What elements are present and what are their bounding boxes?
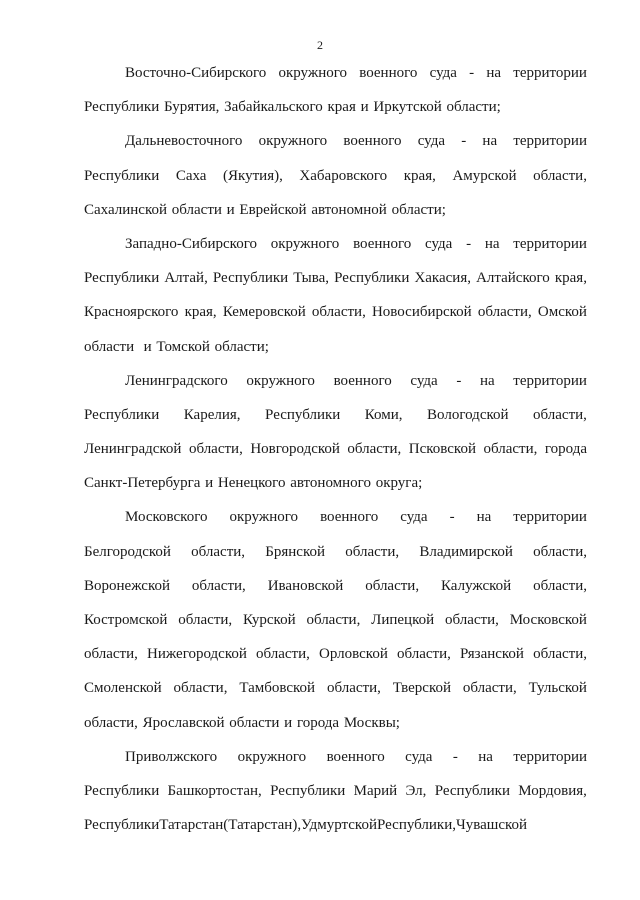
- word: Нижегородской: [147, 646, 247, 663]
- text-line: [84, 671, 587, 705]
- document-body: [84, 56, 587, 842]
- word: области,: [347, 441, 402, 458]
- word: Курской: [243, 612, 296, 628]
- text-line: [84, 466, 587, 500]
- word: Владимирской: [419, 543, 513, 560]
- word: суда: [400, 509, 428, 526]
- word: Тамбовской: [239, 680, 316, 697]
- word: области,: [444, 612, 499, 628]
- page-number: 2: [317, 38, 323, 52]
- word: города: [544, 441, 587, 458]
- word: области,: [84, 646, 138, 663]
- word: области,: [533, 543, 587, 560]
- word: окружного: [258, 133, 328, 150]
- paragraph: [84, 227, 587, 364]
- text-line: [125, 500, 587, 534]
- text-line: [84, 569, 587, 603]
- word: территории: [513, 509, 587, 526]
- word: Красноярского: [84, 304, 179, 321]
- word: Ленинградской: [84, 441, 182, 458]
- word: Республики Бурятия, Забайкальского края и Иркутской области;: [84, 99, 501, 116]
- word: области,: [345, 543, 400, 560]
- word: Дальневосточного: [125, 133, 243, 150]
- text-line: [125, 56, 587, 90]
- word: Тверской: [392, 680, 451, 697]
- word: Хабаровского: [299, 167, 388, 184]
- word: Башкортостан,: [167, 782, 262, 799]
- word: суда: [424, 235, 453, 252]
- word: Санкт-Петербурга и Ненецкого автономного округа;: [84, 475, 423, 492]
- word: Сахалинской области и Еврейской автономной области;: [84, 201, 446, 218]
- word: на: [486, 65, 502, 81]
- text-line: [84, 261, 587, 295]
- word: области,: [462, 680, 517, 697]
- word: -: [466, 235, 472, 252]
- word: Чувашской: [455, 817, 528, 834]
- text-line: [125, 124, 587, 158]
- word: края,: [554, 270, 587, 287]
- word: -: [449, 509, 455, 526]
- text-line: [84, 432, 587, 466]
- word: области,: [326, 680, 381, 697]
- word: Республики: [265, 406, 341, 423]
- word: военного: [333, 372, 392, 389]
- text-line: [84, 193, 587, 227]
- word: Орловской: [319, 646, 388, 663]
- word: области,: [191, 543, 246, 560]
- word: области,: [533, 406, 587, 423]
- word: суда: [429, 65, 457, 81]
- word: Липецкой: [371, 612, 435, 628]
- word: Саха: [175, 167, 207, 184]
- word: Западно-Сибирского: [125, 235, 257, 252]
- text-line: [84, 706, 587, 740]
- word: области,: [311, 304, 366, 321]
- word: территории: [513, 235, 587, 252]
- word: территории: [513, 133, 587, 150]
- word: суда: [410, 372, 438, 389]
- word: Коми,: [364, 406, 403, 423]
- word: (Татарстан),: [223, 817, 302, 834]
- text-line: [84, 603, 587, 637]
- word: территории: [513, 372, 587, 389]
- word: Республики: [84, 406, 160, 423]
- word: Новосибирской: [371, 304, 472, 321]
- word: области,: [483, 441, 538, 458]
- word: области и Томской области;: [84, 338, 269, 355]
- word: Новгородской: [250, 441, 340, 458]
- word: края,: [184, 304, 217, 321]
- text-line: [84, 808, 587, 842]
- word: на: [479, 372, 495, 389]
- text-line: [125, 227, 587, 261]
- word: Эл,: [405, 782, 427, 799]
- word: -: [461, 133, 467, 150]
- word: области,: [365, 577, 420, 594]
- text-line: [84, 90, 587, 124]
- word: окружного: [246, 372, 315, 389]
- word: области,: [191, 577, 246, 594]
- word: военного: [320, 509, 379, 526]
- word: Республики,: [376, 817, 456, 834]
- word: Тульской: [528, 680, 587, 697]
- word: на: [482, 133, 498, 150]
- word: Республики: [434, 782, 510, 799]
- word: Республики: [84, 817, 160, 834]
- word: Вологодской: [427, 406, 509, 423]
- word: Мордовия,: [518, 782, 587, 799]
- paragraph: [84, 56, 587, 124]
- text-line: [84, 159, 587, 193]
- word: Псковской: [408, 441, 476, 458]
- text-line: [125, 364, 587, 398]
- word: -: [469, 65, 475, 81]
- text-line: [84, 774, 587, 808]
- word: области,: [533, 577, 587, 594]
- word: Ивановской: [267, 577, 344, 594]
- word: Костромской: [84, 612, 168, 628]
- word: области,: [477, 304, 532, 321]
- word: Республики: [212, 270, 289, 287]
- paragraph: [84, 124, 587, 227]
- word: Омской: [537, 304, 587, 321]
- word: Татарстан: [159, 817, 224, 834]
- word: Приволжского: [125, 748, 218, 765]
- word: Хакасия,: [414, 270, 471, 287]
- word: Республики: [84, 167, 160, 184]
- word: Смоленской: [84, 680, 162, 697]
- word: области,: [256, 646, 310, 663]
- word: Московской: [509, 612, 587, 628]
- word: Республики: [84, 270, 160, 287]
- word: военного: [326, 748, 385, 765]
- word: Восточно-Сибирского: [125, 65, 267, 81]
- word: окружного: [270, 235, 340, 252]
- word: области,: [533, 646, 587, 663]
- word: Удмуртской: [301, 817, 377, 834]
- text-line: [84, 295, 587, 329]
- word: Тыва,: [293, 270, 330, 287]
- text-line: [125, 740, 587, 774]
- word: Кемеровской: [222, 304, 306, 321]
- word: Воронежской: [84, 577, 170, 594]
- word: на: [484, 235, 500, 252]
- word: Ленинградского: [125, 372, 228, 389]
- word: Марий: [353, 782, 398, 799]
- word: Московского: [125, 509, 208, 526]
- word: Карелия,: [183, 406, 241, 423]
- word: (Якутия),: [223, 167, 283, 184]
- word: области,: [188, 441, 243, 458]
- text-line: [84, 398, 587, 432]
- word: области,: [306, 612, 361, 628]
- word: военного: [359, 65, 418, 81]
- word: суда: [405, 748, 433, 765]
- paragraph: [84, 500, 587, 739]
- word: Алтай,: [164, 270, 208, 287]
- word: -: [456, 372, 462, 389]
- word: Белгородской: [84, 543, 171, 560]
- word: Республики: [270, 782, 346, 799]
- paragraph: [84, 364, 587, 501]
- text-line: [84, 535, 587, 569]
- text-line: [84, 330, 587, 364]
- word: -: [452, 748, 458, 765]
- word: военного: [343, 133, 402, 150]
- word: Калужской: [440, 577, 512, 594]
- word: Брянской: [265, 543, 326, 560]
- word: области, Ярославской области и города Москвы;: [84, 714, 400, 731]
- word: Республики: [84, 782, 160, 799]
- word: Алтайского: [476, 270, 550, 287]
- word: территории: [513, 65, 587, 81]
- word: Республики: [334, 270, 410, 287]
- text-line: [84, 637, 587, 671]
- word: края,: [403, 167, 436, 184]
- word: на: [476, 509, 492, 526]
- word: области,: [173, 680, 228, 697]
- word: области,: [533, 167, 587, 184]
- word: Рязанской: [459, 646, 524, 663]
- word: окружного: [237, 748, 307, 765]
- word: области,: [178, 612, 233, 628]
- word: суда: [417, 133, 446, 150]
- paragraph: [84, 740, 587, 843]
- word: области,: [396, 646, 451, 663]
- word: территории: [513, 748, 587, 765]
- word: военного: [353, 235, 412, 252]
- word: Амурской: [452, 167, 517, 184]
- word: окружного: [278, 65, 348, 81]
- word: окружного: [229, 509, 299, 526]
- word: на: [478, 748, 493, 765]
